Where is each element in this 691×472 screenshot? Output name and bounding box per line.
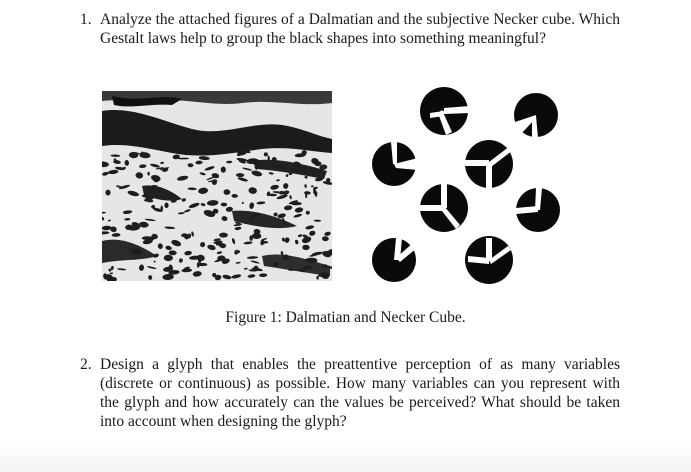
question-2 xyxy=(80,355,620,431)
dalmatian-image xyxy=(102,91,332,281)
question-1-number: 1. xyxy=(80,11,92,28)
question-2-number: 2. xyxy=(80,356,92,373)
question-2-text: Design a glyph that enables the preattentive perception of as many variables (discrete or continuous) as possible. How many variables can you represent with the glyph and how accurately can the values be perceived? What should be taken into account when designing the glyph? xyxy=(100,356,620,430)
question-1-text: Analyze the attached figures of a Dalmatian and the subjective Necker cube. Which Gestalt laws help to group the black shapes into something meaningful? xyxy=(100,11,620,47)
necker-cube-image xyxy=(360,80,580,290)
figure-caption: Figure 1: Dalmatian and Necker Cube. xyxy=(225,309,466,326)
page-edge-shadow xyxy=(0,440,691,472)
